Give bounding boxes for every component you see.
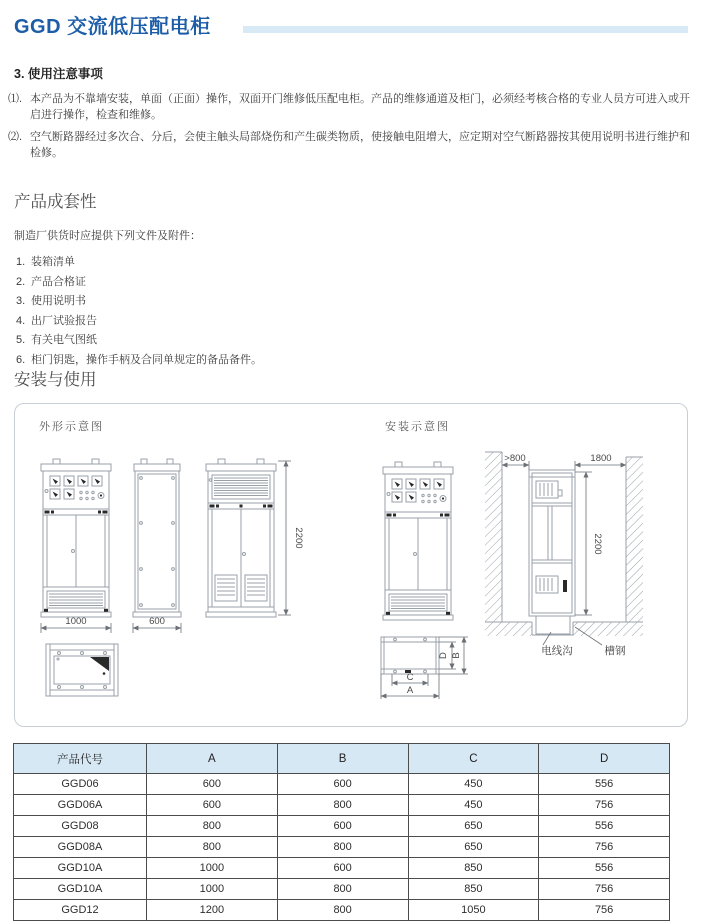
note-marker: ⑴.: [8, 93, 23, 105]
cabinet-side-view: [133, 459, 181, 617]
cell-c: 850: [408, 858, 539, 879]
cell-d: 556: [539, 858, 670, 879]
cell-d: 756: [539, 900, 670, 921]
trench-label: 电线沟: [541, 645, 573, 657]
list-item-text: 装箱清单: [31, 256, 75, 268]
cabinet-top-view: [46, 644, 118, 696]
note-text: 空气断路器经过多次合、分后，会使主触头局部烧伤和产生碳类物质，使接触电阻增大，应定期对空气断路器按其使用说明书进行维护和检修。: [30, 131, 690, 159]
cabinet-rear-view: [206, 459, 276, 617]
list-item-text: 柜门钥匙，操作手柄及合同单规定的备品备件。: [31, 353, 262, 366]
cell-a: 1000: [147, 879, 278, 900]
ground-hatch: [485, 622, 532, 636]
column-header-a: A: [147, 744, 278, 774]
cell-a: 1000: [147, 858, 278, 879]
cell-d: 756: [539, 837, 670, 858]
list-item: [14, 312, 690, 332]
note-marker: ⑵.: [8, 131, 23, 143]
cell-b: 600: [277, 774, 408, 795]
cell-model: GGD12: [14, 900, 147, 921]
cell-c: 650: [408, 837, 539, 858]
cell-d: 556: [539, 816, 670, 837]
cell-c: 450: [408, 795, 539, 816]
cell-a: 1200: [147, 900, 278, 921]
page-title: GGD 交流低压配电柜: [14, 16, 211, 38]
dim-front-width: 1000: [65, 616, 87, 627]
right-wall-hatch: [626, 457, 643, 622]
usage-notes-section: [8, 64, 698, 167]
cabinet-front-view: [41, 459, 111, 617]
installation-heading: 安装与使用: [14, 371, 97, 389]
usage-note-item: [8, 91, 698, 123]
title-accent-bar: [243, 26, 688, 33]
table-header-row: [14, 744, 670, 774]
dim-clearance-left: >800: [504, 453, 526, 464]
cell-b: 600: [277, 858, 408, 879]
cell-a: 800: [147, 837, 278, 858]
column-header-b: B: [277, 744, 408, 774]
cabinet-diagrams-svg: [15, 404, 687, 726]
cell-a: 600: [147, 795, 278, 816]
dim-install-height: 2200: [592, 533, 603, 555]
install-diagram-caption: 安装示意图: [385, 421, 450, 433]
table-row: [14, 774, 670, 795]
note-text: 本产品为不靠墙安装，单面（正面）操作，双面开门维修低压配电柜。产品的维修通道及柜门，必须经考核合格的专业人员方可进入或开启进行操作，检查和维修。: [30, 93, 690, 121]
table-row: [14, 837, 670, 858]
dim-c-label: C: [406, 672, 414, 683]
cell-c: 650: [408, 816, 539, 837]
channel-steel-label: 槽钢: [604, 645, 626, 657]
cell-d: 556: [539, 774, 670, 795]
cell-c: 850: [408, 879, 539, 900]
table-row: [14, 795, 670, 816]
cabinet-front-view: [383, 462, 453, 620]
install-diagram: [383, 452, 643, 657]
list-item-text: 出厂试验报告: [31, 314, 97, 327]
column-header-c: C: [408, 744, 539, 774]
list-item-number: 3.: [16, 295, 26, 308]
cell-model: GGD10A: [14, 879, 147, 900]
dimensions-table: [13, 743, 670, 921]
list-item-text: 有关电气图纸: [31, 334, 97, 347]
cell-c: 1050: [408, 900, 539, 921]
table-row: [14, 879, 670, 900]
list-item: [14, 292, 690, 312]
completeness-list: [14, 253, 690, 371]
cell-model: GGD08: [14, 816, 147, 837]
list-item-number: 6.: [16, 353, 26, 366]
dim-clearance-right: 1800: [590, 453, 612, 464]
column-header-model: 产品代号: [14, 744, 147, 774]
cell-b: 800: [277, 837, 408, 858]
completeness-intro: 制造厂供货时应提供下列文件及附件：: [14, 230, 201, 242]
table-row: [14, 816, 670, 837]
column-header-d: D: [539, 744, 670, 774]
list-item: [14, 331, 690, 351]
dim-b-label: B: [451, 652, 462, 659]
list-item-number: 2.: [16, 275, 26, 288]
list-item: [14, 273, 690, 293]
dim-a-label: A: [406, 685, 414, 696]
dimensioned-top-view: [381, 637, 439, 674]
completeness-heading: 产品成套性: [14, 193, 97, 211]
outline-diagram-caption: 外形示意图: [39, 421, 104, 433]
left-wall-hatch: [485, 452, 502, 622]
list-item: [14, 351, 690, 371]
ground-hatch: [573, 622, 643, 636]
cell-a: 800: [147, 816, 278, 837]
cell-model: GGD10A: [14, 858, 147, 879]
cell-d: 756: [539, 795, 670, 816]
cell-c: 450: [408, 774, 539, 795]
cell-model: GGD08A: [14, 837, 147, 858]
usage-note-item: [8, 129, 698, 161]
list-item-number: 4.: [16, 314, 26, 327]
completeness-section: [14, 188, 690, 371]
dim-side-width: 600: [149, 616, 165, 627]
dim-height: 2200: [293, 527, 304, 549]
cell-b: 600: [277, 816, 408, 837]
outline-diagram: [41, 459, 304, 696]
cabinet-installed-side-view: [529, 470, 575, 616]
table-row: [14, 858, 670, 879]
list-item: [14, 253, 690, 273]
table-row: [14, 900, 670, 921]
cell-b: 800: [277, 900, 408, 921]
cell-a: 600: [147, 774, 278, 795]
list-item-text: 产品合格证: [31, 275, 86, 288]
cell-d: 756: [539, 879, 670, 900]
list-item-text: 使用说明书: [31, 295, 86, 308]
cell-model: GGD06A: [14, 795, 147, 816]
cell-b: 800: [277, 879, 408, 900]
diagram-panel: [14, 403, 688, 727]
dim-d-label: D: [438, 652, 449, 659]
cell-b: 800: [277, 795, 408, 816]
usage-notes-heading: 3. 使用注意事项: [14, 67, 103, 81]
list-item-number: 5.: [16, 334, 26, 347]
install-topview: [381, 637, 468, 699]
cell-model: GGD06: [14, 774, 147, 795]
list-item-number: 1.: [16, 256, 26, 268]
